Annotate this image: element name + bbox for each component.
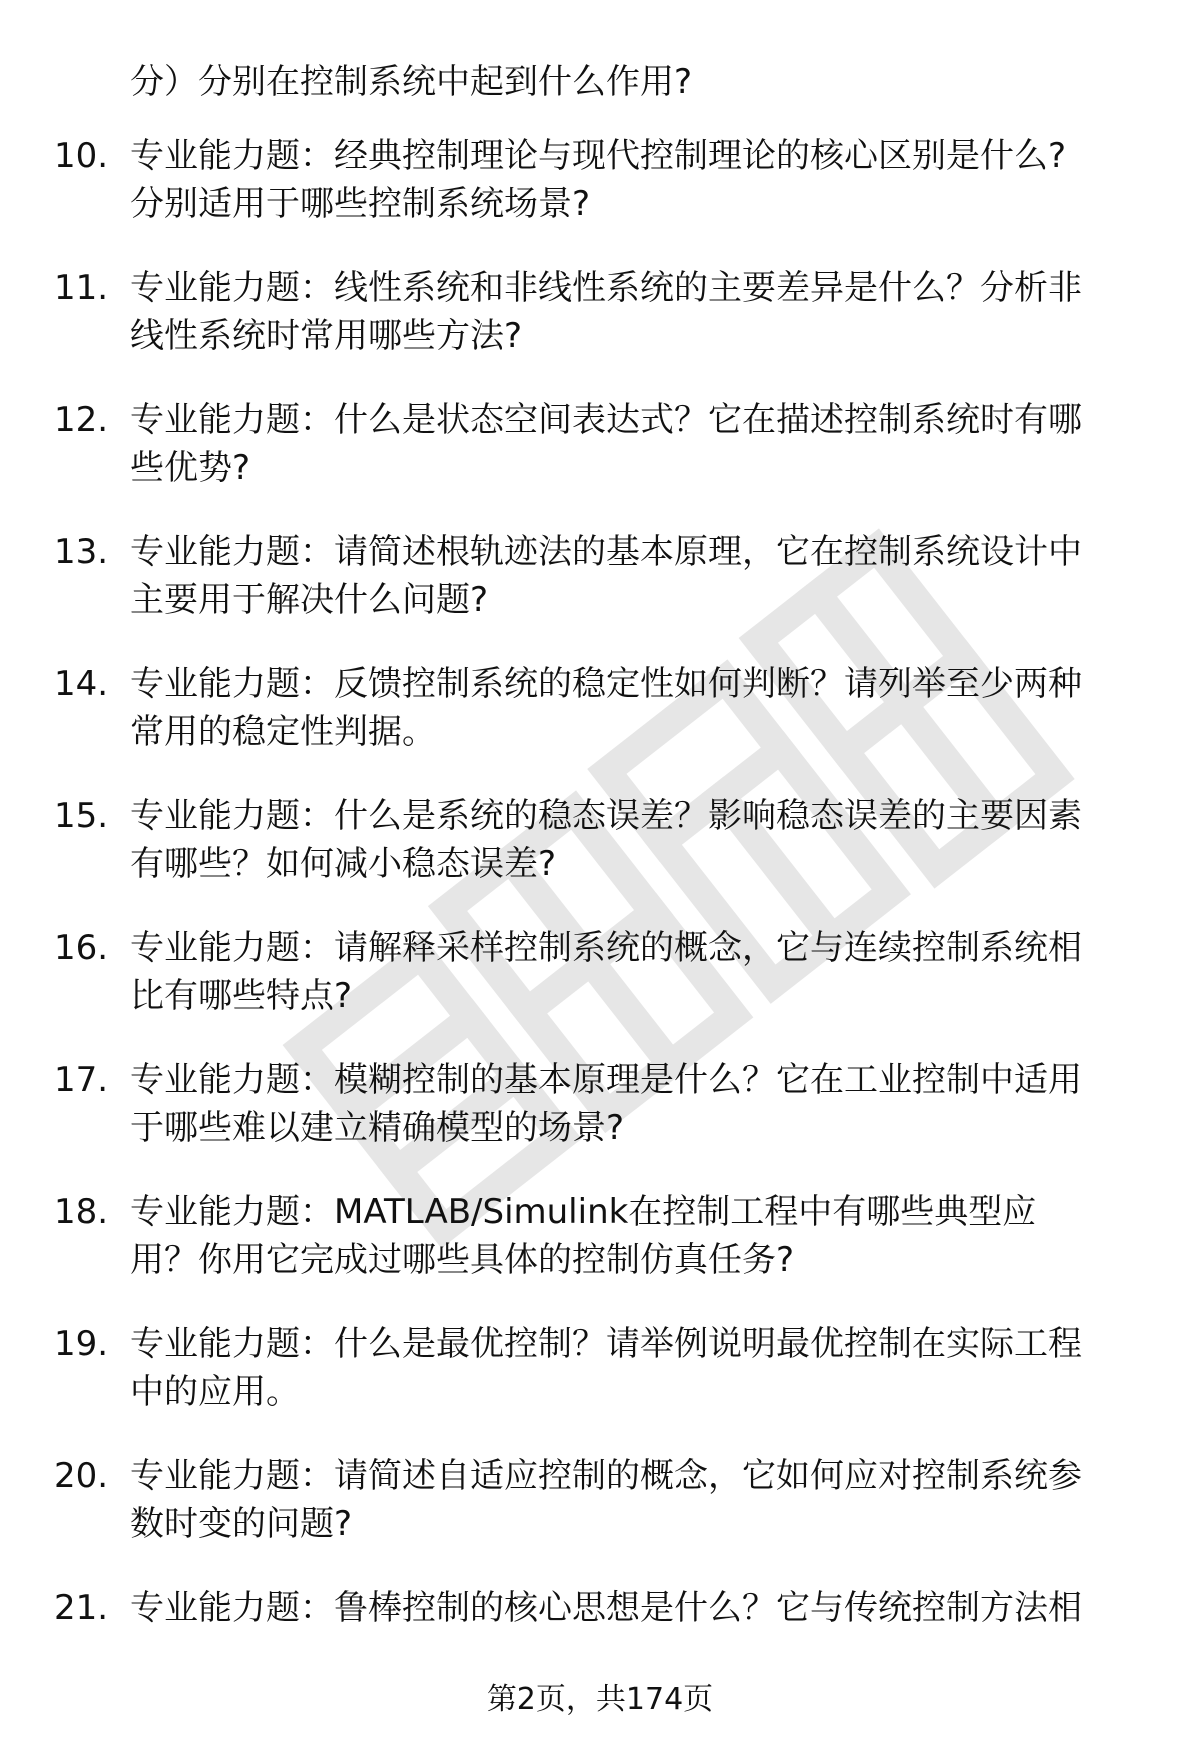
question-item bbox=[0, 924, 1200, 1056]
question-text bbox=[130, 1188, 1140, 1284]
question-line: 专业能力题：MATLAB/Simulink在控制工程中有哪些典型应 bbox=[130, 1192, 1037, 1232]
question-number: 21. bbox=[54, 1588, 109, 1628]
question-line: 分别适用于哪些控制系统场景? bbox=[130, 184, 591, 224]
question-number: 18. bbox=[54, 1192, 109, 1232]
question-text bbox=[130, 924, 1140, 1020]
question-line: 比有哪些特点? bbox=[130, 976, 353, 1016]
question-text bbox=[130, 1056, 1140, 1152]
question-text bbox=[130, 1584, 1140, 1632]
question-text bbox=[130, 396, 1140, 492]
question-line: 专业能力题：经典控制理论与现代控制理论的核心区别是什么? bbox=[130, 136, 1067, 176]
question-number: 15. bbox=[54, 796, 109, 836]
question-item bbox=[0, 528, 1200, 660]
question-text bbox=[130, 132, 1140, 228]
question-number: 11. bbox=[54, 268, 109, 308]
question-item bbox=[0, 1188, 1200, 1320]
question-line: 专业能力题：请简述自适应控制的概念，它如何应对控制系统参 bbox=[130, 1456, 1082, 1496]
question-item bbox=[0, 1056, 1200, 1188]
question-item bbox=[0, 1452, 1200, 1584]
question-number: 13. bbox=[54, 532, 109, 572]
question-text bbox=[130, 660, 1140, 756]
question-number: 17. bbox=[54, 1060, 109, 1100]
question-line: 专业能力题：什么是状态空间表达式？它在描述控制系统时有哪 bbox=[130, 400, 1082, 440]
question-number: 14. bbox=[54, 664, 109, 704]
question-number: 10. bbox=[54, 136, 109, 176]
question-line: 专业能力题：什么是系统的稳态误差？影响稳态误差的主要因素 bbox=[130, 796, 1082, 836]
question-line: 些优势? bbox=[130, 448, 251, 488]
question-line: 专业能力题：模糊控制的基本原理是什么？它在工业控制中适用 bbox=[130, 1060, 1082, 1100]
question-line: 数时变的问题? bbox=[130, 1504, 353, 1544]
question-number: 20. bbox=[54, 1456, 109, 1496]
continuation-text: 分）分别在控制系统中起到什么作用? bbox=[130, 62, 693, 102]
question-line: 有哪些？如何减小稳态误差? bbox=[130, 844, 557, 884]
question-number: 12. bbox=[54, 400, 109, 440]
question-item bbox=[0, 264, 1200, 396]
question-line: 专业能力题：请解释采样控制系统的概念，它与连续控制系统相 bbox=[130, 928, 1082, 968]
question-item bbox=[0, 132, 1200, 264]
page-footer: 第2页，共174页 bbox=[486, 1682, 714, 1717]
question-text bbox=[130, 528, 1140, 624]
question-line: 于哪些难以建立精确模型的场景? bbox=[130, 1108, 625, 1148]
question-line: 专业能力题：反馈控制系统的稳定性如何判断？请列举至少两种 bbox=[130, 664, 1082, 704]
question-line: 专业能力题：线性系统和非线性系统的主要差异是什么？分析非 bbox=[130, 268, 1082, 308]
question-item bbox=[0, 1320, 1200, 1452]
question-number: 19. bbox=[54, 1324, 109, 1364]
question-line: 主要用于解决什么问题? bbox=[130, 580, 489, 620]
question-item bbox=[0, 660, 1200, 792]
question-line: 专业能力题：什么是最优控制？请举例说明最优控制在实际工程 bbox=[130, 1324, 1082, 1364]
question-line: 专业能力题：请简述根轨迹法的基本原理，它在控制系统设计中 bbox=[130, 532, 1082, 572]
question-number: 16. bbox=[54, 928, 109, 968]
question-line: 线性系统时常用哪些方法? bbox=[130, 316, 523, 356]
question-line: 中的应用。 bbox=[130, 1372, 300, 1412]
question-text bbox=[130, 792, 1140, 888]
question-line: 常用的稳定性判据。 bbox=[130, 712, 436, 752]
question-item bbox=[0, 396, 1200, 528]
question-line: 用？你用它完成过哪些具体的控制仿真任务? bbox=[130, 1240, 795, 1280]
question-list bbox=[0, 132, 1200, 1716]
question-text bbox=[130, 1320, 1140, 1416]
question-item bbox=[0, 792, 1200, 924]
question-text bbox=[130, 1452, 1140, 1548]
question-line: 专业能力题：鲁棒控制的核心思想是什么？它与传统控制方法相 bbox=[130, 1588, 1082, 1628]
question-text bbox=[130, 264, 1140, 360]
